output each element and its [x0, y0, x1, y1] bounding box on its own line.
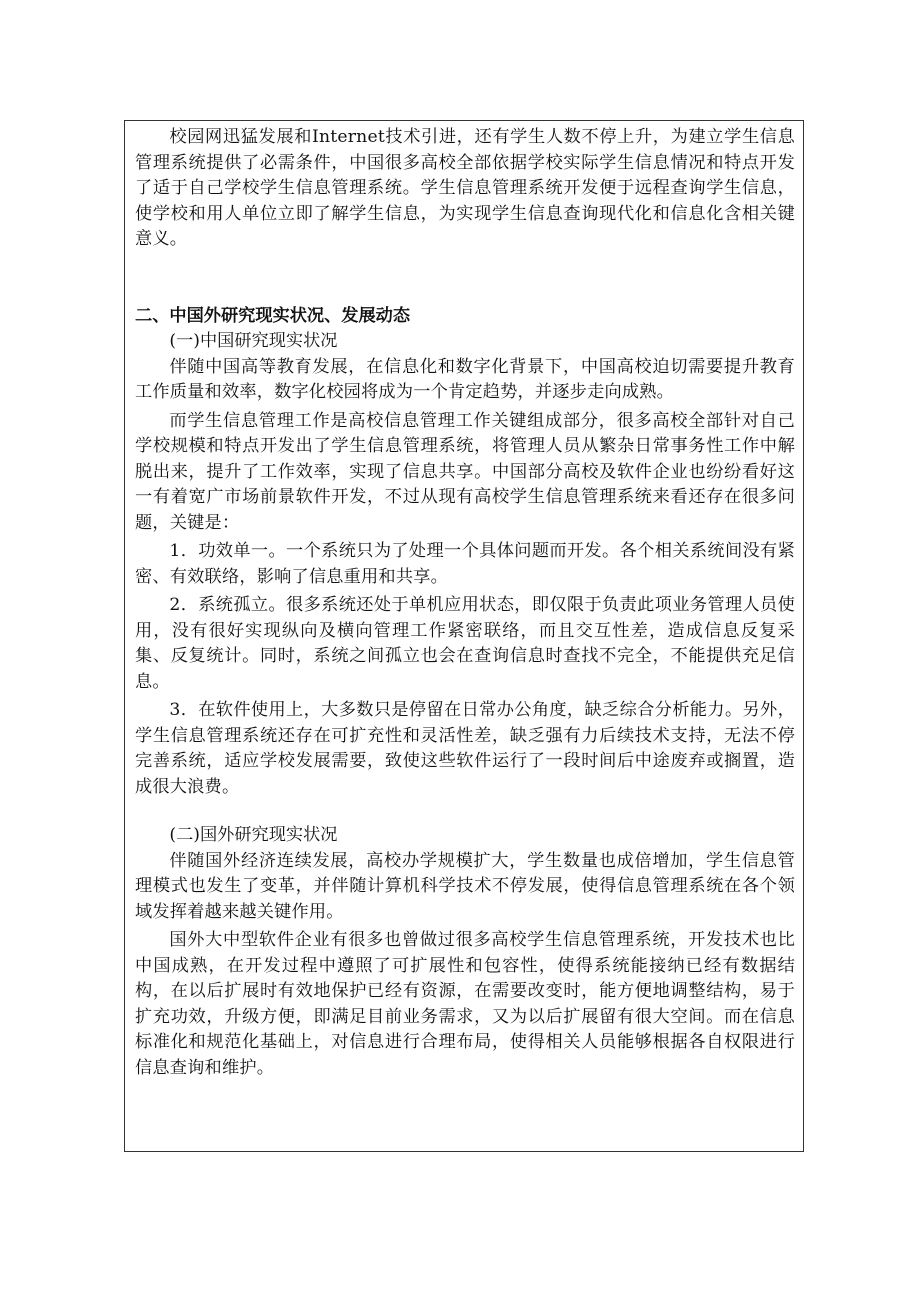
subsection-heading-foreign: (二)国外研究现实状况: [169, 825, 338, 845]
foreign-paragraph-1: 伴随国外经济连续发展，高校办学规模扩大，学生数量也成倍增加，学生信息管理模式也发生了变革，并伴随计算机科学技术不停发展，使得信息管理系统在各个领域发挥着越来越关键作用。: [135, 850, 795, 922]
domestic-item-1: 1．功效单一。一个系统只为了处理一个具体问题而开发。各个相关系统间没有紧密、有效联络，影响了信息重用和共享。: [135, 541, 795, 587]
domestic-item-2: 2．系统孤立。很多系统还处于单机应用状态，即仅限于负责此项业务管理人员使用，没有很好实现纵向及横向管理工作紧密联络，而且交互性差，造成信息反复采集、反复统计。同时，系统之间孤立也会在查询信息时查找不完全，不能提供充足信息。: [135, 595, 795, 692]
document-frame: [124, 120, 804, 1152]
domestic-paragraph-2: 而学生信息管理工作是高校信息管理工作关键组成部分，很多高校全部针对自己学校规模和特点开发出了学生信息管理系统，将管理人员从繁杂日常事务性工作中解脱出来，提升了工作效率，实现了信息共享。中国部分高校及软件企业也纷纷看好这一有着宽广市场前景软件开发，不过从现有高校学生信息管理系统来看还存在很多问题，关键是：: [135, 410, 795, 533]
domestic-paragraph-1: 伴随中国高等教育发展，在信息化和数字化背景下，中国高校迫切需要提升教育工作质量和效率，数字化校园将成为一个肯定趋势，并逐步走向成熟。: [135, 356, 795, 402]
domestic-item-3: 3．在软件使用上，大多数只是停留在日常办公角度，缺乏综合分析能力。另外，学生信息管理系统还存在可扩充性和灵活性差，缺乏强有力后续技术支持，无法不停完善系统，适应学校发展需要，致使这些软件运行了一段时间后中途废弃或搁置，造成很大浪费。: [135, 700, 795, 797]
foreign-paragraph-2: 国外大中型软件企业有很多也曾做过很多高校学生信息管理系统，开发技术也比中国成熟，在开发过程中遵照了可扩展性和包容性，使得系统能接纳已经有数据结构，在以后扩展时有效地保护已经有资源，在需要改变时，能方便地调整结构，易于扩充功效，升级方便，即满足目前业务需求，又为以后扩展留有很大空间。而在信息标准化和规范化基础上，对信息进行合理布局，使得相关人员能够根据各自权限进行信息查询和维护。: [135, 930, 795, 1078]
spacer: [135, 253, 795, 304]
subsection-heading-domestic: (一)中国研究现实状况: [169, 331, 338, 351]
intro-paragraph: 校园网迅猛发展和Internet技术引进，还有学生人数不停上升，为建立学生信息管理系统提供了必需条件，中国很多高校全部依据学校实际学生信息情况和特点开发了适于自己学校学生信息管理系统。学生信息管理系统开发便于远程查询学生信息，使学校和用人单位立即了解学生信息，为实现学生信息查询现代化和信息化含相关键意义。: [135, 127, 795, 249]
spacer: [135, 800, 795, 823]
section-heading: 二、中国外研究现实状况、发展动态: [135, 305, 411, 326]
